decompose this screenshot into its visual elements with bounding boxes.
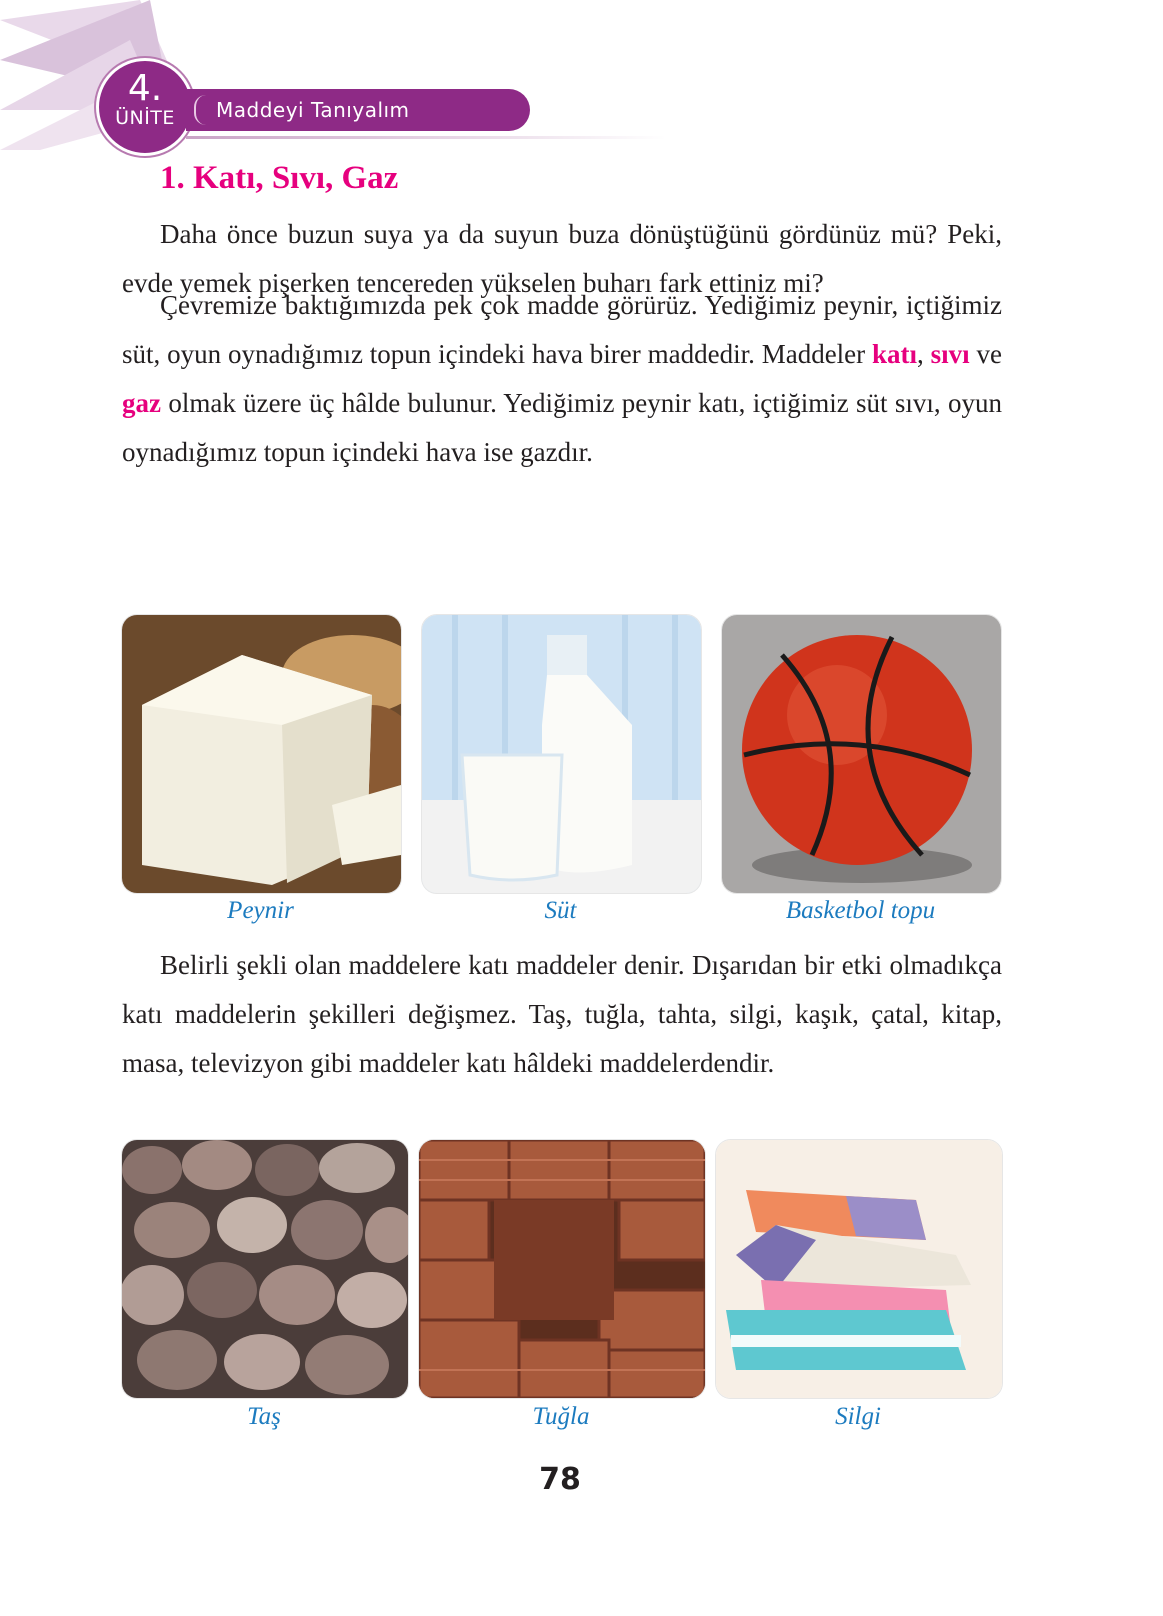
unit-title: Maddeyi Tanıyalım	[216, 98, 410, 122]
highlight-liquid: sıvı	[930, 339, 970, 369]
states-paragraph	[122, 281, 1002, 477]
erasers-photo	[715, 1139, 1003, 1399]
paragraph-comma: ,	[917, 339, 931, 369]
unit-badge	[96, 58, 194, 156]
caption-basketball: Basketbol topu	[785, 897, 936, 924]
paragraph-text: Çevremize baktığımızda pek çok madde görürüz. Yediğimiz peynir, içtiğimiz süt, oyun oynadığımız topun içindeki hava birer maddedir. Maddeler	[122, 290, 1002, 369]
caption-stones: Taş	[247, 1403, 281, 1430]
highlight-gas: gaz	[122, 388, 161, 418]
basketball-photo	[721, 614, 1002, 894]
page-number: 78	[539, 1462, 581, 1497]
solids-paragraph: Belirli şekli olan maddelere katı maddeler denir. Dışarıdan bir etki olmadıkça katı maddelerin şekilleri değişmez. Taş, tuğla, tahta, silgi, kaşık, çatal, kitap, masa, televizyon gibi maddeler katı hâldeki maddelerdendir.	[122, 950, 1002, 1078]
milk-photo	[421, 614, 702, 894]
bricks-photo	[418, 1139, 706, 1399]
stones-photo	[121, 1139, 409, 1399]
cheese-photo	[121, 614, 402, 894]
caption-milk: Süt	[544, 897, 577, 924]
unit-number: 4.	[127, 68, 163, 109]
unit-title-bar	[186, 89, 530, 131]
intro-paragraph: Daha önce buzun suya ya da suyun buza dönüştüğünü gördünüz mü? Peki, evde yemek pişerken tencereden yükselen buharı fark ettiniz mi?	[122, 219, 1002, 298]
unit-label: ÜNİTE	[115, 107, 175, 129]
header-underline	[186, 136, 666, 139]
paragraph-text: olmak üzere üç hâlde bulunur. Yediğimiz peynir katı, içtiğimiz süt sıvı, oyun oynadığımız topun içindeki hava ise gazdır.	[122, 388, 1002, 467]
caption-cheese: Peynir	[227, 897, 294, 924]
section-title: 1. Katı, Sıvı, Gaz	[160, 160, 399, 196]
caption-erasers: Silgi	[835, 1403, 881, 1430]
highlight-solid: katı	[872, 339, 918, 369]
caption-bricks: Tuğla	[532, 1403, 590, 1430]
paragraph-and: ve	[969, 339, 1002, 369]
